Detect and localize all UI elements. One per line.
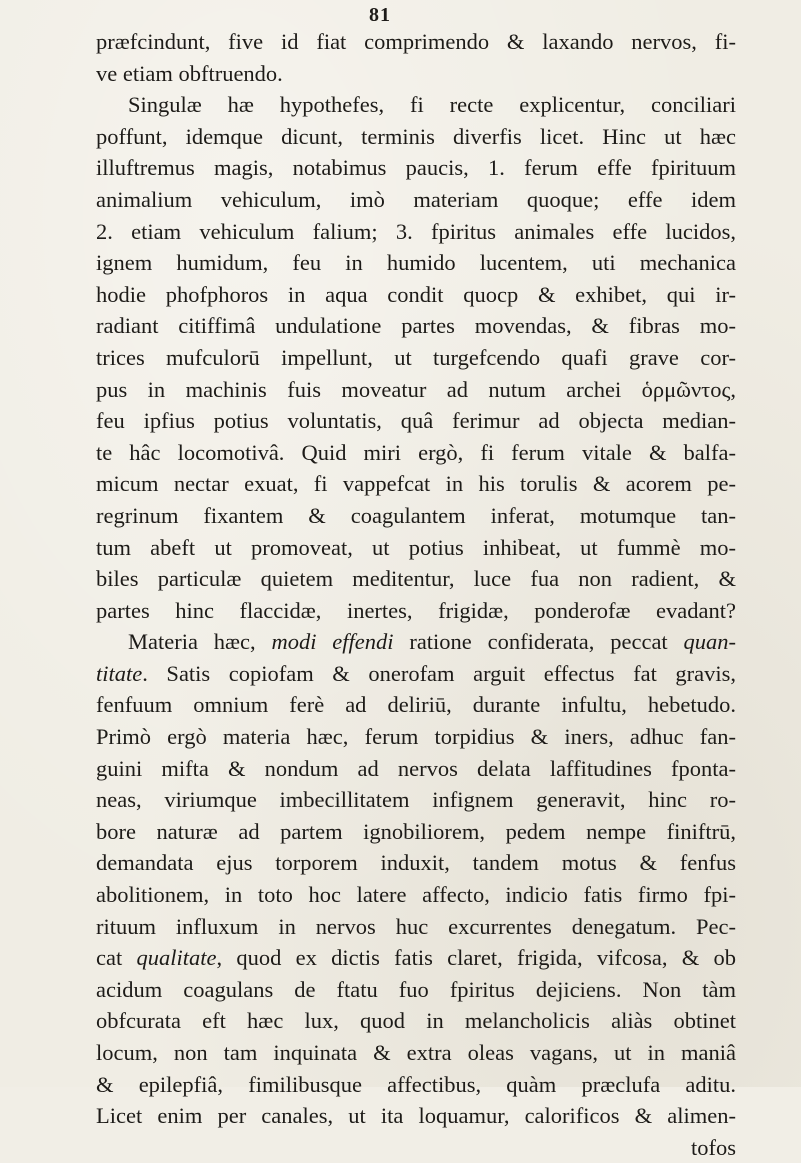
text-line	[96, 942, 736, 974]
text-line: rituum influxum in nervos huc excurrentes denegatum. Pec-	[96, 913, 736, 939]
text-line: hodie phofphoros in aqua condit quocp & exhibet, qui ir-	[96, 281, 736, 307]
text-span: . Satis copiofam & onerofam arguit effectus fat gravis,	[142, 660, 736, 686]
text-line: biles particulæ quietem meditentur, luce fua non radient, &	[96, 566, 736, 592]
text-line: radiant citiffimâ undulatione partes movendas, & fibras mo-	[96, 313, 736, 339]
text-line: bore naturæ ad partem ignobiliorem, pedem nempe finiftrū,	[96, 818, 736, 844]
text-line: præfcindunt, five id fiat comprimendo & laxando nervos, fi-	[96, 29, 736, 54]
text-line	[96, 626, 736, 658]
text-line: feu ipfius potius voluntatis, quâ ferimur ad objecta median-	[96, 408, 736, 434]
text-line: locum, non tam inquinata & extra oleas vagans, ut in maniâ	[96, 1040, 736, 1065]
text-span: Materia hæc,	[128, 629, 272, 655]
text-line: regrinum fixantem & coagulantem inferat, motumque tan-	[96, 502, 736, 528]
text-line: & epilepfiâ, fimilibusque affectibus, quàm præclufa aditu.	[96, 1071, 736, 1097]
text-line: acidum coagulans de ftatu fuo fpiritus dejiciens. Non tàm	[96, 976, 736, 1002]
text-line: abolitionem, in toto hoc latere affecto, indicio fatis firmo fpi-	[96, 882, 736, 908]
text-line: te hâc locomotivâ. Quid miri ergò, fi ferum vitale & balfa-	[96, 439, 736, 465]
italic-span: titate	[96, 660, 143, 686]
text-line: micum nectar exuat, fi vappefcat in his torulis & acorem pe-	[96, 471, 736, 497]
text-line: tofos	[691, 1134, 736, 1160]
text-line: Licet enim per canales, ut ita loquamur, calorificos & alimen-	[96, 1103, 736, 1129]
body-text	[96, 26, 736, 1163]
text-line: tum abeft ut promoveat, ut potius inhibeat, ut fummè mo-	[96, 534, 736, 560]
text-line: fenfuum omnium ferè ad deliriū, durante infultu, hebetudo.	[96, 692, 736, 718]
text-line: demandata ejus torporem induxit, tandem motus & fenfus	[96, 850, 736, 876]
text-line: Singulæ hæ hypothefes, fi recte explicentur, conciliari	[128, 92, 736, 118]
text-span: cat	[96, 945, 137, 971]
text-span: ratione confiderata, peccat	[393, 629, 684, 655]
text-line: poffunt, idemque dicunt, terminis diverfis licet. Hinc ut hæc	[96, 123, 736, 149]
text-line: guini mifta & nondum ad nervos delata laffitudines fponta-	[96, 755, 736, 781]
page-number: 81	[369, 4, 391, 26]
italic-span: qualitate	[136, 945, 217, 971]
text-line: obfcurata eft hæc lux, quod in melancholicis aliàs obtinet	[96, 1008, 736, 1034]
text-line: ignem humidum, feu in humido lucentem, uti mechanica	[96, 250, 736, 276]
text-line: ve etiam obftruendo.	[96, 60, 283, 86]
text-line: neas, viriumque imbecillitatem infignem generavit, hinc ro-	[96, 787, 736, 813]
text-line: illuftremus magis, notabimus paucis, 1. ferum effe fpirituum	[96, 155, 736, 181]
italic-span: quan-	[683, 629, 736, 655]
text-line: 2. etiam vehiculum falium; 3. fpiritus animales effe lucidos,	[96, 218, 736, 244]
text-line: animalium vehiculum, imò materiam quoque; effe idem	[96, 186, 736, 212]
text-line: pus in machinis fuis moveatur ad nutum archei ὁρμῶντος,	[96, 376, 736, 402]
text-line: Primò ergò materia hæc, ferum torpidius & iners, adhuc fan-	[96, 724, 736, 750]
text-line	[96, 658, 736, 690]
text-span: , quod ex dictis fatis claret, frigida, vifcosa, & ob	[216, 945, 737, 971]
text-line: trices mufculorū impellunt, ut turgefcendo quafi grave cor-	[96, 344, 736, 370]
italic-span: modi effendi	[271, 629, 394, 655]
text-line: partes hinc flaccidæ, inertes, frigidæ, ponderofæ evadant?	[96, 597, 736, 623]
